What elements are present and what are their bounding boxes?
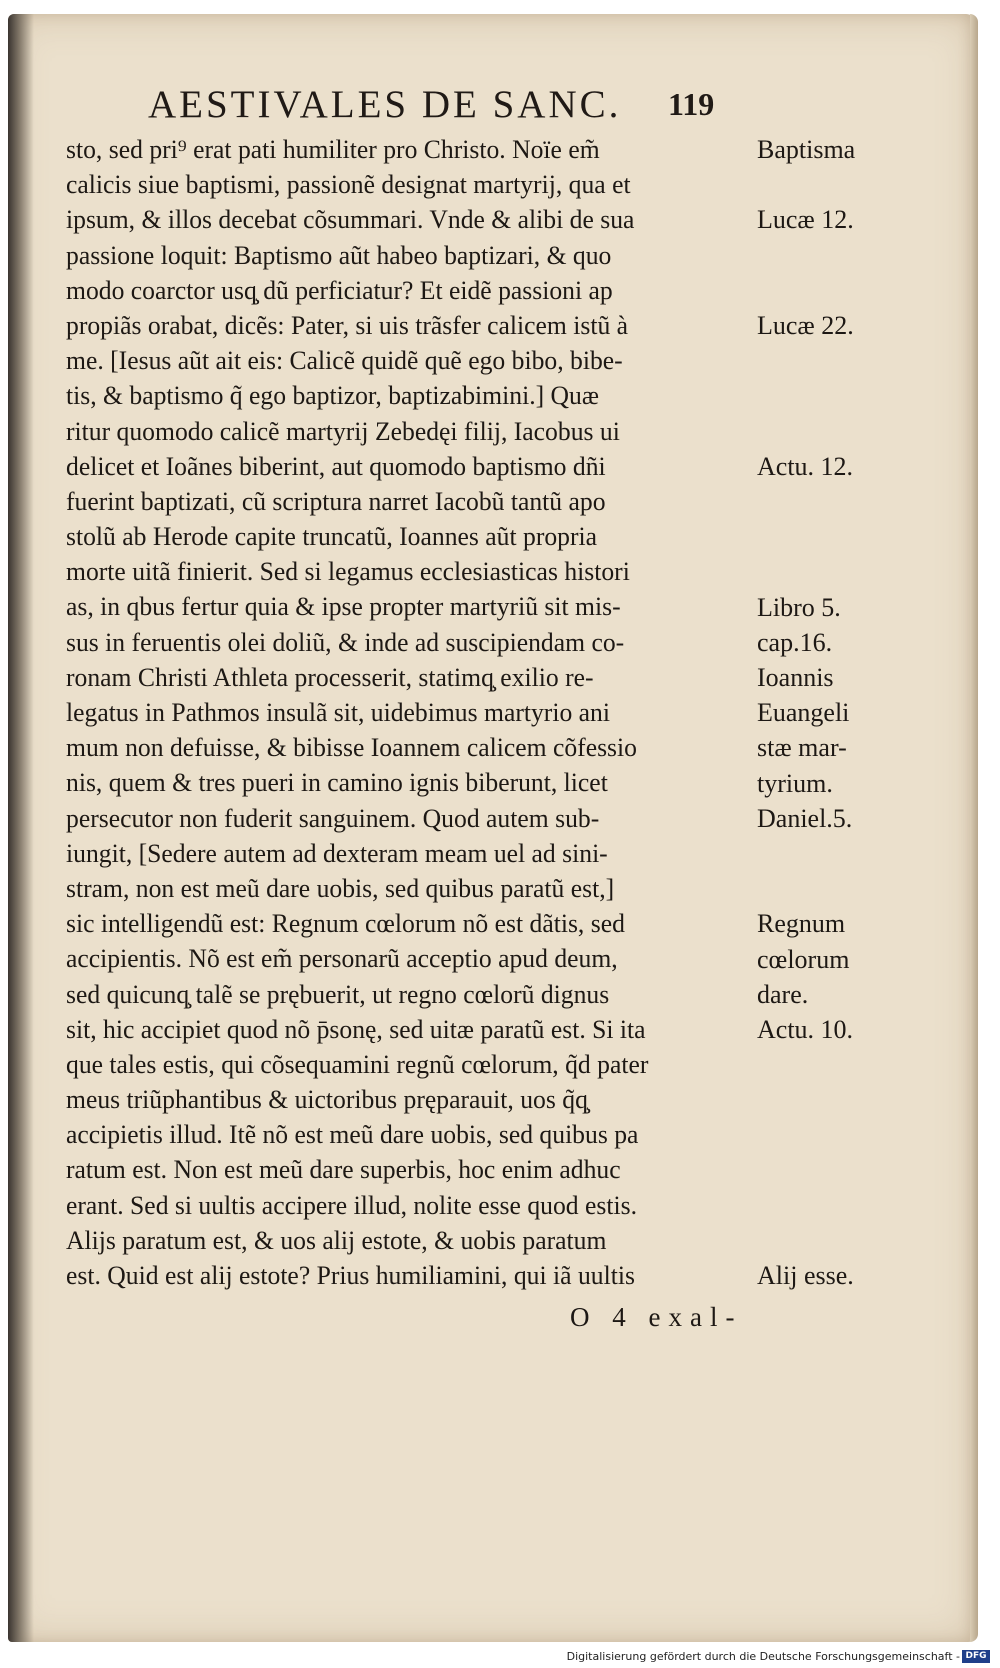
margin-note: Alij esse.: [757, 1261, 854, 1291]
margin-note: Lucæ 22.: [757, 311, 854, 340]
running-head: AESTIVALES DE SANC.: [148, 83, 622, 126]
text-line: stolũ ab Herode capite truncatũ, Ioannes aũt propria: [66, 522, 598, 552]
text-line: sto, sed pri⁹ erat pati humiliter pro Christo. Noïe em̃: [66, 135, 600, 164]
text-line: sed quicunq̧ talẽ se prębuerit, ut regno cœlorũ dignus: [66, 979, 610, 1009]
page-edge: [970, 14, 978, 1642]
signature-catchword: [570, 1302, 742, 1333]
text-line: stram, non est meũ dare uobis, sed quibus paratũ est,]: [66, 873, 615, 903]
text-line: mum non defuisse, & bibisse Ioannem calicem cõfessio: [66, 733, 637, 763]
text-line: ronam Christi Athleta processerit, statimq̧ exilio re-: [66, 662, 594, 692]
margin-note: Daniel.5.: [757, 803, 853, 833]
text-line: delicet et Ioãnes biberint, aut quomodo baptismo dñi: [66, 451, 606, 481]
margin-note: Lucæ 12.: [757, 205, 854, 235]
text-line: as, in qbus fertur quia & ipse propter martyriũ sit mis-: [66, 592, 621, 622]
margin-note: Baptisma: [757, 135, 856, 164]
margin-note: cap.16.: [757, 627, 833, 657]
text-line: tis, & baptismo q̃ ego baptizor, baptizabimini.] Quæ: [66, 381, 599, 411]
margin-note: Libro 5.: [757, 592, 841, 622]
text-line: morte uitã finierit. Sed si legamus ecclesiasticas histori: [66, 557, 630, 587]
margin-note: cœlorum: [757, 944, 850, 974]
text-line: ipsum, & illos decebat cõsummari. Vnde & alibi de sua: [66, 205, 635, 235]
margin-note: Euangeli: [757, 698, 850, 728]
text-line: nis, quem & tres pueri in camino ignis biberunt, licet: [66, 768, 608, 798]
text-line: erant. Sed si uultis accipere illud, nolite esse quod estis.: [66, 1190, 638, 1220]
text-line: sus in feruentis olei doliũ, & inde ad suscipiendam co-: [66, 627, 625, 657]
text-line: fuerint baptizati, cũ scriptura narret Iacobũ tantũ apo: [66, 486, 606, 516]
margin-note: Actu. 10.: [757, 1015, 854, 1044]
text-line: passione loquit: Baptismo aũt habeo baptizari, & quo: [66, 240, 612, 270]
text-line: ritur quomodo calicẽ martyrij Zebedęi filij, Iacobus ui: [66, 416, 620, 446]
margin-note: dare.: [757, 979, 809, 1009]
text-line: iungit, [Sedere autem ad dexteram meam uel ad sini-: [66, 838, 608, 868]
text-line: accipientis. Nõ est em̃ personarũ acceptio apud deum,: [66, 944, 618, 974]
text-line: calicis siue baptismi, passionẽ designat martyrij, qua et: [66, 170, 631, 200]
text-line: me. [Iesus aũt ait eis: Calicẽ quidẽ quẽ ego bibo, bibe-: [66, 346, 623, 376]
text-line: propiãs orabat, dicẽs: Pater, si uis trãsfer calicem istũ à: [66, 310, 629, 340]
text-line: ratum est. Non est meũ dare superbis, hoc enim adhuc: [66, 1155, 621, 1185]
main-text-block: [66, 132, 766, 1293]
text-line: sic intelligendũ est: Regnum cœlorum nõ est dãtis, sed: [66, 909, 625, 939]
page-number: 119: [668, 86, 715, 122]
text-line: accipietis illud. Itẽ nõ est meũ dare uobis, sed quibus pa: [66, 1120, 639, 1150]
margin-note: Actu. 12.: [757, 451, 854, 481]
binding-gutter: [8, 14, 34, 1642]
margin-note: Regnum: [757, 909, 846, 939]
catchword-text: exal-: [648, 1302, 743, 1332]
text-line: modo coarctor usq̧ dũ perficiatur? Et eidẽ passioni ap: [66, 275, 613, 305]
dfg-logo: DFG: [962, 1650, 990, 1663]
text-line: legatus in Pathmos insulã sit, uidebimus martyrio ani: [66, 698, 611, 727]
margin-note: tyrium.: [757, 768, 833, 798]
text-line: meus triũphantibus & uictoribus pręparauit, uos q̃q̧: [66, 1085, 588, 1115]
margin-note: stæ mar-: [757, 733, 847, 763]
text-line: est. Quid est alij estote? Prius humiliamini, qui iã uultis: [66, 1261, 635, 1290]
text-line: persecutor non fuderit sanguinem. Quod autem sub-: [66, 803, 600, 833]
footer-credit: Digitalisierung gefördert durch die Deutsche Forschungsgemeinschaft -: [566, 1650, 960, 1663]
text-line: que tales estis, qui cõsequamini regnũ cœlorum, q̃d pater: [66, 1049, 649, 1079]
text-line: Alijs paratum est, & uos alij estote, & uobis paratum: [66, 1225, 607, 1255]
signature-mark: O 4: [570, 1302, 634, 1332]
text-line: sit, hic accipiet quod nõ p̄sonę, sed uitæ paratũ est. Si ita: [66, 1014, 646, 1044]
margin-note: Ioannis: [757, 663, 834, 692]
